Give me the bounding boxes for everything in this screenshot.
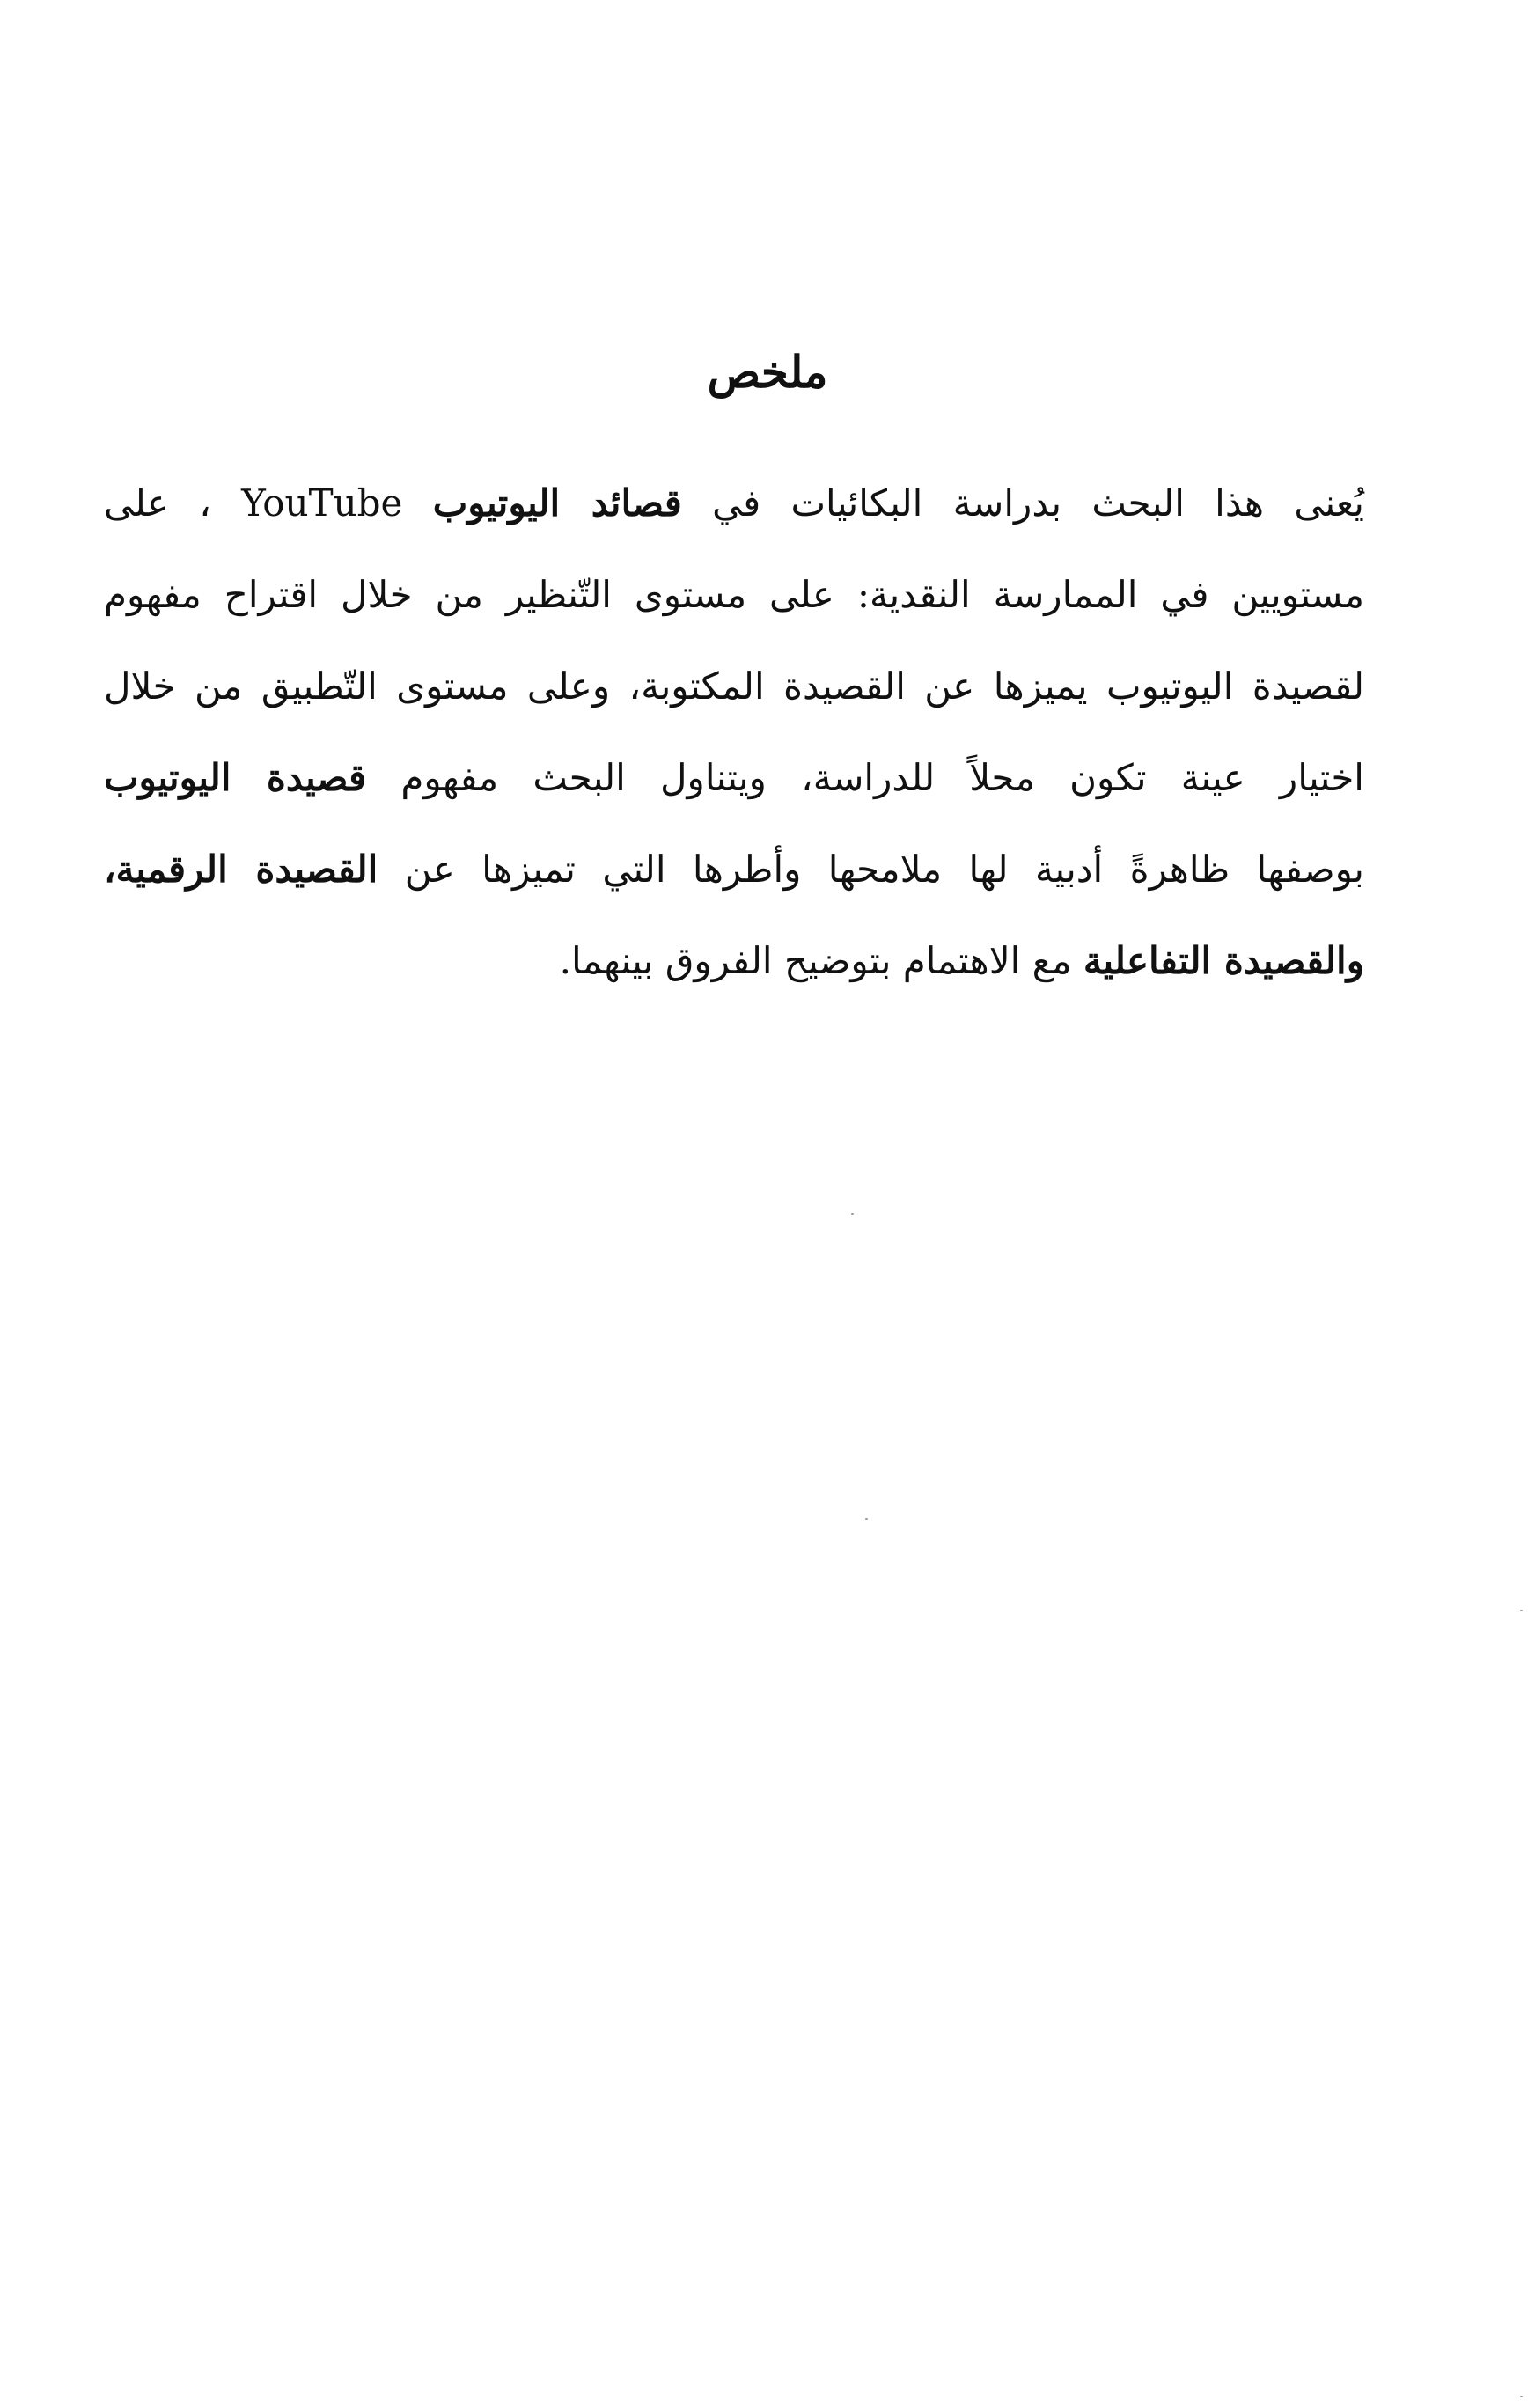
scan-speck bbox=[865, 1518, 868, 1520]
abstract-line-3: لقصيدة اليوتيوب يميزها عن القصيدة المكتوبة، وعلى مستوى التّطبيق من خلال bbox=[104, 664, 1364, 708]
abstract-heading: ملخص bbox=[707, 346, 828, 398]
bold-term: قصيدة اليوتيوب bbox=[104, 756, 367, 799]
scan-speck bbox=[851, 1213, 854, 1215]
abstract-body bbox=[104, 458, 1364, 1007]
abstract-line-1 bbox=[104, 458, 1364, 549]
abstract-line-6 bbox=[104, 915, 1364, 1007]
abstract-text: يُعنى هذا البحث بدراسة البكائيات في bbox=[712, 481, 1364, 525]
latin-term: YouTube bbox=[241, 481, 403, 525]
bold-term: قصائد اليوتيوب bbox=[432, 481, 682, 525]
abstract-text: اختيار عينة تكون محلاً للدراسة، ويتناول البحث مفهوم bbox=[400, 756, 1364, 799]
scan-speck bbox=[1520, 1610, 1523, 1611]
scan-speck bbox=[1520, 2396, 1523, 2397]
bold-term: والقصيدة التفاعلية bbox=[1083, 939, 1364, 982]
abstract-text: بوصفها ظاهرةً أدبية لها ملامحها وأطرها التي تميزها عن bbox=[404, 848, 1364, 891]
abstract-line-4 bbox=[104, 732, 1364, 824]
abstract-text: مع الاهتمام بتوضيح الفروق بينهما. bbox=[559, 939, 1072, 982]
bold-term: القصيدة الرقمية، bbox=[104, 848, 378, 891]
abstract-text: ، على bbox=[104, 481, 211, 525]
abstract-line-5 bbox=[104, 824, 1364, 915]
abstract-line-2: مستويين في الممارسة النقدية: على مستوى التّنظير من خلال اقتراح مفهوم bbox=[104, 573, 1364, 616]
